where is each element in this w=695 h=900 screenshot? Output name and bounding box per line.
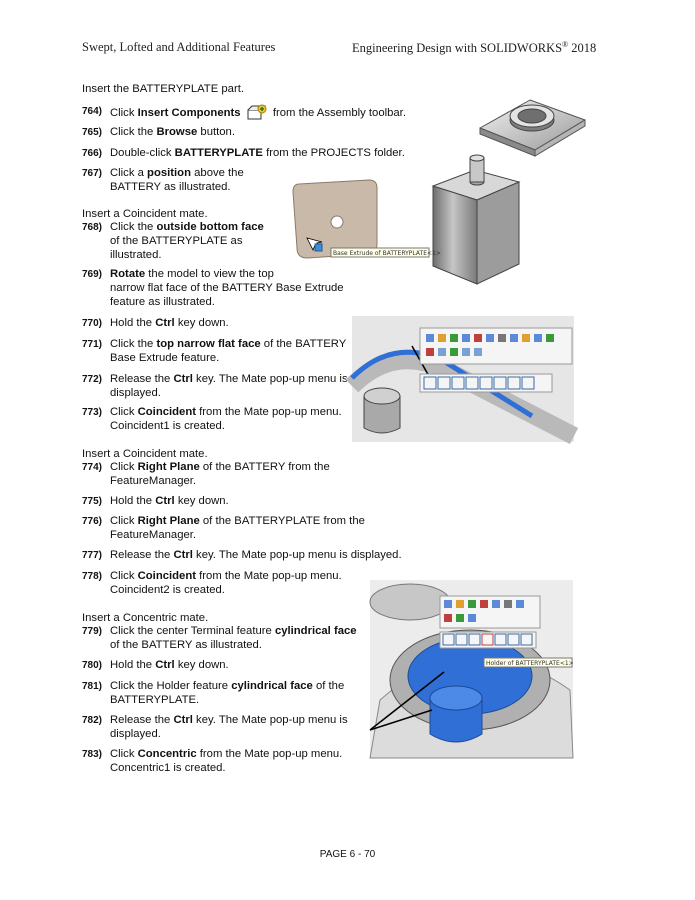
- mate-popup-figure-1: [352, 316, 574, 442]
- step-number: 782): [82, 715, 103, 726]
- step-number: 768): [82, 222, 103, 233]
- step-number: 770): [82, 318, 103, 329]
- step-number: 775): [82, 496, 103, 507]
- section-heading: Insert a Concentric mate.: [82, 612, 209, 624]
- step-779: Click the center Terminal feature cylindrical face of the BATTERY as illustrated.: [110, 625, 357, 651]
- step-number: 769): [82, 269, 103, 280]
- step-number: 777): [82, 550, 103, 561]
- step-767: Click a position above the BATTERY as illustrated.: [110, 167, 244, 193]
- page-number: PAGE 6 - 70: [319, 849, 376, 860]
- step-number: 780): [82, 660, 103, 671]
- step-number: 779): [82, 626, 103, 637]
- step-773: Click Coincident from the Mate pop-up menu. Coincident1 is created.: [110, 406, 342, 432]
- step-number: 766): [82, 148, 103, 159]
- step-782: Release the Ctrl key. The Mate pop-up menu is displayed.: [110, 714, 348, 740]
- step-781: Click the Holder feature cylindrical face of the BATTERYPLATE.: [110, 680, 345, 706]
- step-number: 773): [82, 407, 103, 418]
- running-header-right: Engineering Design with SOLIDWORKS® 2018: [352, 40, 597, 56]
- step-774: Click Right Plane of the BATTERY from the FeatureManager.: [110, 461, 330, 487]
- step-number: 771): [82, 339, 103, 350]
- step-number: 781): [82, 681, 103, 692]
- section-heading: Insert a Coincident mate.: [82, 208, 208, 220]
- insert-components-icon: [247, 104, 267, 124]
- section-heading: Insert a Coincident mate.: [82, 448, 208, 460]
- step-number: 774): [82, 462, 103, 473]
- step-number: 767): [82, 168, 103, 179]
- plate-bottom-face-figure: [285, 178, 441, 264]
- plate-tooltip: Base Extrude of BATTERYPLATE<1>: [333, 250, 441, 257]
- step-764: Click Insert Components from the Assembly toolbar.: [110, 104, 406, 124]
- step-771: Click the top narrow flat face of the BATTERY Base Extrude feature.: [110, 338, 347, 364]
- step-768: Click the outside bottom face of the BATTERYPLATE as illustrated.: [110, 221, 264, 261]
- step-number: 778): [82, 571, 103, 582]
- step-number: 765): [82, 127, 103, 138]
- step-765: Click the Browse button.: [110, 126, 235, 138]
- battery-figure: [425, 152, 525, 292]
- holder-tooltip: Holder of BATTERYPLATE<1>: [486, 660, 574, 667]
- mate-popup-figure-2: [370, 580, 573, 758]
- step-778: Click Coincident from the Mate pop-up menu. Coincident2 is created.: [110, 570, 342, 596]
- step-number: 783): [82, 749, 103, 760]
- step-777: Release the Ctrl key. The Mate pop-up menu is displayed.: [110, 549, 402, 561]
- step-766: Double-click BATTERYPLATE from the PROJECTS folder.: [110, 147, 405, 159]
- step-769: Rotate the model to view the top narrow flat face of the BATTERY Base Extrude feature as illustrated.: [110, 268, 344, 308]
- step-776: Click Right Plane of the BATTERYPLATE from the FeatureManager.: [110, 515, 365, 541]
- step-783: Click Concentric from the Mate pop-up menu. Concentric1 is created.: [110, 748, 343, 774]
- step-number: 764): [82, 106, 103, 117]
- running-header-left: Swept, Lofted and Additional Features: [82, 40, 276, 54]
- step-number: 772): [82, 374, 103, 385]
- step-780: Hold the Ctrl key down.: [110, 659, 229, 671]
- step-775: Hold the Ctrl key down.: [110, 495, 229, 507]
- step-770: Hold the Ctrl key down.: [110, 317, 229, 329]
- step-772: Release the Ctrl key. The Mate pop-up menu is displayed.: [110, 373, 348, 399]
- batteryplate-figure: [470, 90, 595, 160]
- step-number: 776): [82, 516, 103, 527]
- intro-text: Insert the BATTERYPLATE part.: [82, 83, 244, 95]
